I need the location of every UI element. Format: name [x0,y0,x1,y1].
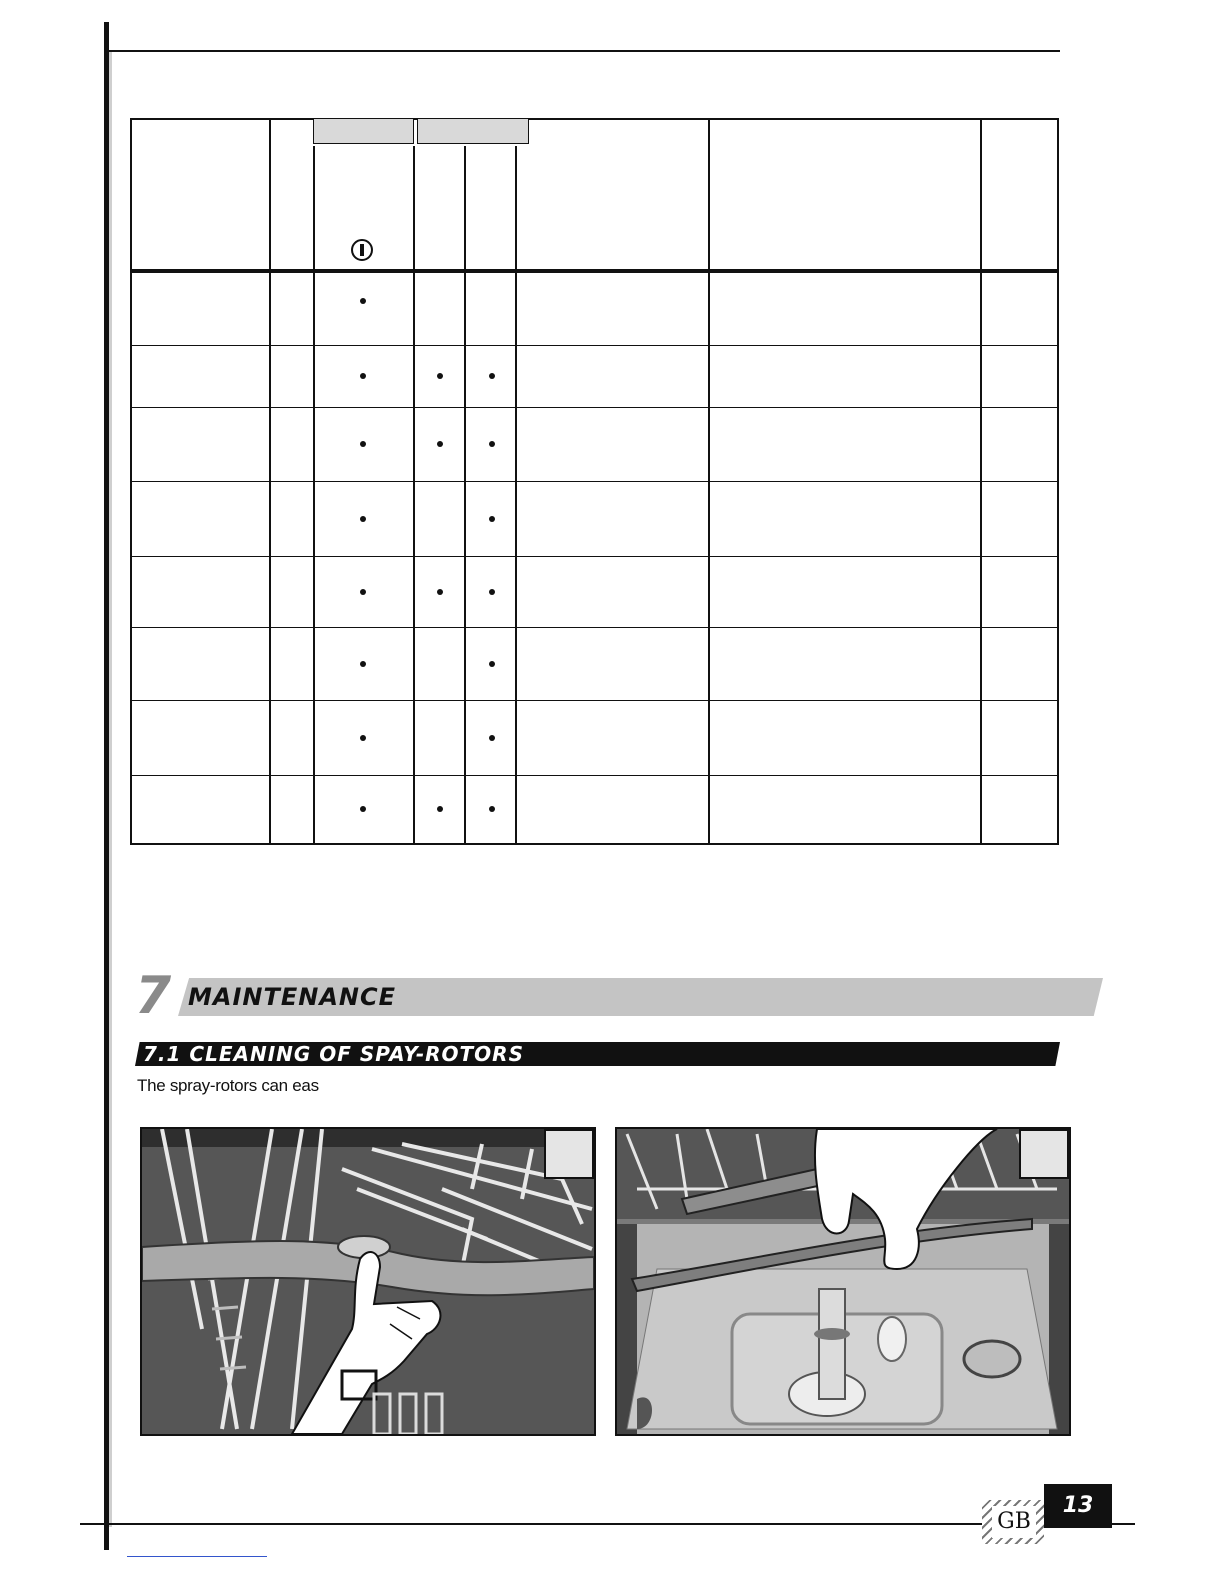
table-row-divider [130,345,1059,346]
table-bullet-dot [437,589,443,595]
page-top-rule [104,50,1060,52]
figure-lift-spray-arm [615,1127,1071,1436]
table-bullet-dot [489,735,495,741]
table-bullet-dot [437,441,443,447]
table-bullet-dot [360,373,366,379]
table-bullet-dot [489,516,495,522]
table-row-divider [130,556,1059,557]
table-bullet-dot [360,298,366,304]
table-row-divider [130,700,1059,701]
table-bullet-dot [360,516,366,522]
table-header-group-1 [313,118,414,144]
body-paragraph: The spray-rotors can eas [137,1076,319,1095]
table-row-divider [130,481,1059,482]
table-row-divider [130,407,1059,408]
page-number: 13 [1044,1484,1112,1528]
figure-remove-lower-spray-arm [140,1127,596,1436]
table-column-divider [413,146,415,843]
section-number: 7 [135,966,172,1026]
figure-label-box [1019,1129,1069,1179]
country-code: GB [992,1506,1036,1538]
table-row-divider [130,775,1059,776]
table-bullet-dot [489,589,495,595]
table-bullet-dot [489,661,495,667]
table-bullet-dot [489,373,495,379]
table-header-rule [130,269,1059,273]
figure-label-box [544,1129,594,1179]
subsection-title: 7.1 CLEANING OF SPAY-ROTORS [143,1042,524,1066]
country-badge [982,1500,1044,1544]
table-bullet-dot [360,735,366,741]
table-column-divider [313,146,315,843]
table-column-divider [464,146,466,843]
table-bullet-dot [437,373,443,379]
table-bullet-dot [489,441,495,447]
table-bullet-dot [360,589,366,595]
page-left-border-shadow [109,52,112,1527]
table-header-group-2 [417,118,529,144]
table-bullet-dot [489,806,495,812]
spray-arm-illustration-left [142,1129,594,1434]
table-bullet-dot [360,661,366,667]
table-row-divider [130,627,1059,628]
table-bullet-dot [437,806,443,812]
table-bullet-dot [360,441,366,447]
table-column-divider [515,146,517,843]
section-title: MAINTENANCE [188,983,396,1011]
power-icon [351,239,373,261]
spray-arm-illustration-right [617,1129,1069,1434]
page-bottom-rule [80,1523,1135,1525]
table-bullet-dot [360,806,366,812]
link-underline [127,1556,267,1557]
